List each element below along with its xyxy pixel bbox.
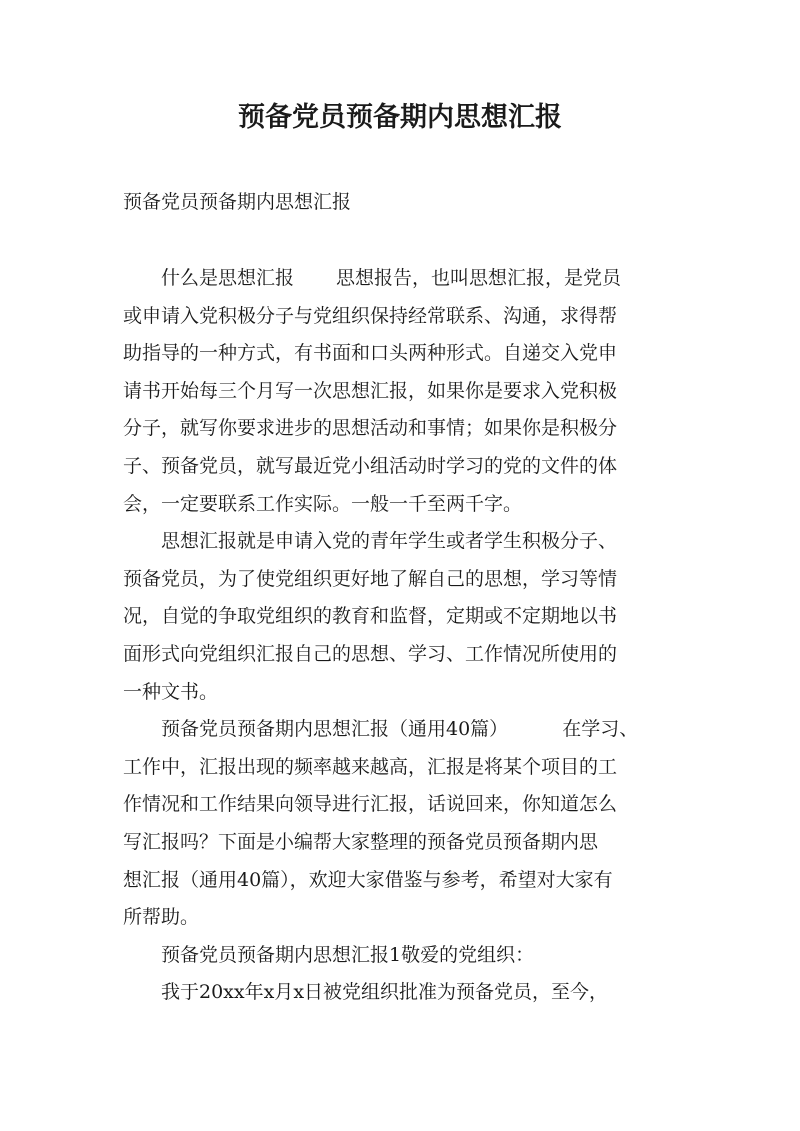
- paragraph-line: 请书开始每三个月写一次思想汇报，如果你是要求入党积极: [123, 379, 618, 402]
- document-body: [123, 260, 693, 1012]
- paragraph-what-is-report: [123, 260, 693, 523]
- paragraph-line: 写汇报吗？下面是小编帮大家整理的预备党员预备期内思: [123, 830, 599, 853]
- paragraph-line: 面形式向党组织汇报自己的思想、学习、工作情况所使用的: [123, 642, 618, 665]
- paragraph-line: 所帮助。: [123, 906, 200, 929]
- paragraph-line: 会，一定要联系工作实际。一般一千至两千字。: [123, 492, 523, 515]
- paragraph-lead: 预备党员预备期内思想汇报（通用40篇）: [161, 718, 509, 741]
- paragraph-salutation: [123, 937, 693, 975]
- paragraph-line: 预备党员，为了使党组织更好地了解自己的思想，学习等情: [123, 567, 618, 590]
- paragraph-line: 助指导的一种方式，有书面和口头两种形式。自递交入党申: [123, 342, 618, 365]
- paragraph-line: 想汇报（通用40篇），欢迎大家借鉴与参考，希望对大家有: [123, 868, 613, 891]
- paragraph-line: 分子，就写你要求进步的思想活动和事情；如果你是积极分: [123, 417, 618, 440]
- paragraph-line: 或申请入党积极分子与党组织保持经常联系、沟通，求得帮: [123, 304, 618, 327]
- paragraph-line: 况，自觉的争取党组织的教育和监督，定期或不定期地以书: [123, 605, 618, 628]
- paragraph-line: 子、预备党员，就写最近党小组活动时学习的党的文件的体: [123, 454, 618, 477]
- paragraph-line: [123, 711, 693, 749]
- paragraph-line: 预备党员预备期内思想汇报1敬爱的党组织：: [161, 943, 535, 966]
- paragraph-line: 工作中，汇报出现的频率越来越高，汇报是将某个项目的工: [123, 755, 618, 778]
- paragraph-line: [123, 260, 693, 298]
- paragraph-opening: [123, 974, 693, 1012]
- document-title: 预备党员预备期内思想汇报: [238, 102, 562, 133]
- paragraph-line: 作情况和工作结果向领导进行汇报，话说回来，你知道怎么: [123, 793, 618, 816]
- paragraph-lead: 什么是思想汇报: [161, 267, 295, 289]
- paragraph-line: 思想汇报就是申请入党的青年学生或者学生积极分子、: [161, 530, 618, 553]
- paragraph-line-text: 思想报告，也叫思想汇报，是党员: [336, 267, 622, 289]
- document-subtitle: 预备党员预备期内思想汇报: [123, 191, 352, 213]
- paragraph-intro: [123, 711, 693, 937]
- paragraph-definition: [123, 523, 693, 711]
- paragraph-line-text: 在学习、: [562, 718, 639, 741]
- paragraph-line: 一种文书。: [123, 680, 219, 703]
- paragraph-line: 我于20xx年x月x日被党组织批准为预备党员，至今，: [161, 981, 609, 1004]
